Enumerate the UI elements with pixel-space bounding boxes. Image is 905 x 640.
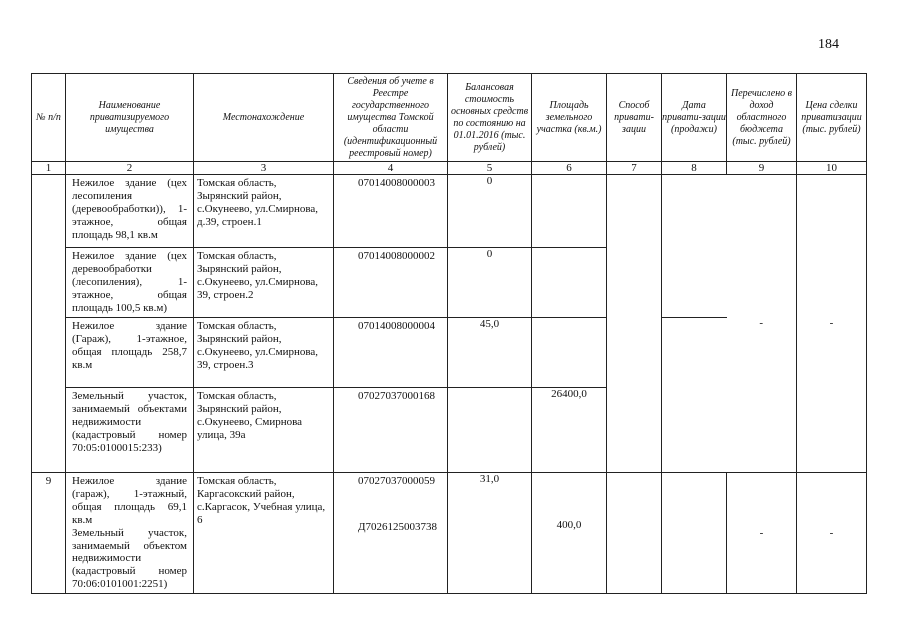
column-number: 6 — [532, 162, 607, 175]
privatization-date — [662, 473, 727, 594]
page-number: 184 — [818, 37, 839, 52]
property-name: Земельный участок, занимаемый объектами недвижимости (кадастровый номер 70:05:0100015:233) — [66, 388, 194, 473]
column-number: 3 — [194, 162, 334, 175]
privatization-table — [31, 73, 867, 594]
land-area-value: 400,0 — [556, 519, 582, 531]
land-area — [532, 318, 607, 388]
privatization-date — [662, 175, 727, 318]
property-location: Томская область, Каргасокский район, с.Каргасок, Учебная улица, 6 — [194, 473, 334, 594]
privatization-method — [607, 473, 662, 594]
table-row — [32, 175, 867, 248]
property-location: Томская область, Зырянский район, с.Окунеево, ул.Смирнова, 39, строен.3 — [194, 318, 334, 388]
property-location: Томская область, Зырянский район, с.Окунеево, ул.Смирнова, д.39, строен.1 — [194, 175, 334, 248]
header-price: Цена сделки приватизации (тыс. рублей) — [797, 74, 867, 162]
row-number: 9 — [32, 473, 66, 594]
land-area: 26400,0 — [532, 388, 607, 473]
column-number-row — [32, 162, 867, 175]
property-name: Нежилое здание (Гараж), 1-этажное, общая площадь 258,7 кв.м — [66, 318, 194, 388]
registry-number: 07014008000003 — [334, 175, 448, 248]
header-date: Дата привати-зации (продажи) — [662, 74, 727, 162]
registry-land: Д7026125003738 — [358, 520, 438, 533]
property-name — [66, 473, 194, 594]
column-number: 10 — [797, 162, 867, 175]
deal-price: - — [797, 175, 867, 473]
header-transferred: Перечислено в доход областного бюджета (тыс. рублей) — [727, 74, 797, 162]
column-number: 1 — [32, 162, 66, 175]
header-area: Площадь земельного участка (кв.м.) — [532, 74, 607, 162]
land-name: Земельный участок, занимаемый объектом недвижимости (кадастровый номер 70:06:0101001:2251) — [72, 526, 187, 591]
column-number: 2 — [66, 162, 194, 175]
header-number: № п/п — [32, 74, 66, 162]
header-name: Наименование приватизируемого имущества — [66, 74, 194, 162]
registry-building: 07027037000059 — [358, 475, 435, 487]
column-number: 9 — [727, 162, 797, 175]
header-row — [32, 74, 867, 162]
privatization-method — [607, 175, 662, 473]
registry-number — [334, 473, 448, 594]
deal-price: - — [797, 473, 867, 594]
property-name: Нежилое здание (цех деревообработки (лесопиления), 1-этажное, общая площадь 100,5 кв.м) — [66, 248, 194, 318]
column-number: 7 — [607, 162, 662, 175]
column-number: 4 — [334, 162, 448, 175]
column-number: 5 — [448, 162, 532, 175]
balance-value: 0 — [448, 175, 532, 248]
property-name: Нежилое здание (цех лесопиления (деревообработки)), 1-этажное, общая площадь 98,1 кв.м — [66, 175, 194, 248]
column-number: 8 — [662, 162, 727, 175]
land-area — [532, 175, 607, 248]
header-location: Местонахождение — [194, 74, 334, 162]
header-method: Способ привати-зации — [607, 74, 662, 162]
building-name: Нежилое здание (гараж), 1-этажный, общая площадь 69,1 кв.м — [72, 475, 187, 526]
land-area — [532, 248, 607, 318]
land-area — [532, 473, 607, 594]
registry-number: 07014008000002 — [334, 248, 448, 318]
header-registry: Сведения об учете в Реестре государственного имущества Томской области (идентификационный реестровый номер) — [334, 74, 448, 162]
property-location: Томская область, Зырянский район, с.Окунеево, ул.Смирнова, 39, строен.2 — [194, 248, 334, 318]
registry-number: 07014008000004 — [334, 318, 448, 388]
privatization-date — [662, 318, 727, 473]
registry-number: 07027037000168 — [334, 388, 448, 473]
property-location: Томская область, Зырянский район, с.Окунеево, Смирнова улица, 39а — [194, 388, 334, 473]
table-row — [32, 473, 867, 594]
balance-value: 31,0 — [448, 473, 532, 594]
balance-value — [448, 388, 532, 473]
transferred-amount: - — [727, 473, 797, 594]
balance-value: 45,0 — [448, 318, 532, 388]
header-balance: Балансовая стоимость основных средств по состоянию на 01.01.2016 (тыс. рублей) — [448, 74, 532, 162]
row-number — [32, 175, 66, 473]
balance-value: 0 — [448, 248, 532, 318]
transferred-amount: - — [727, 175, 797, 473]
